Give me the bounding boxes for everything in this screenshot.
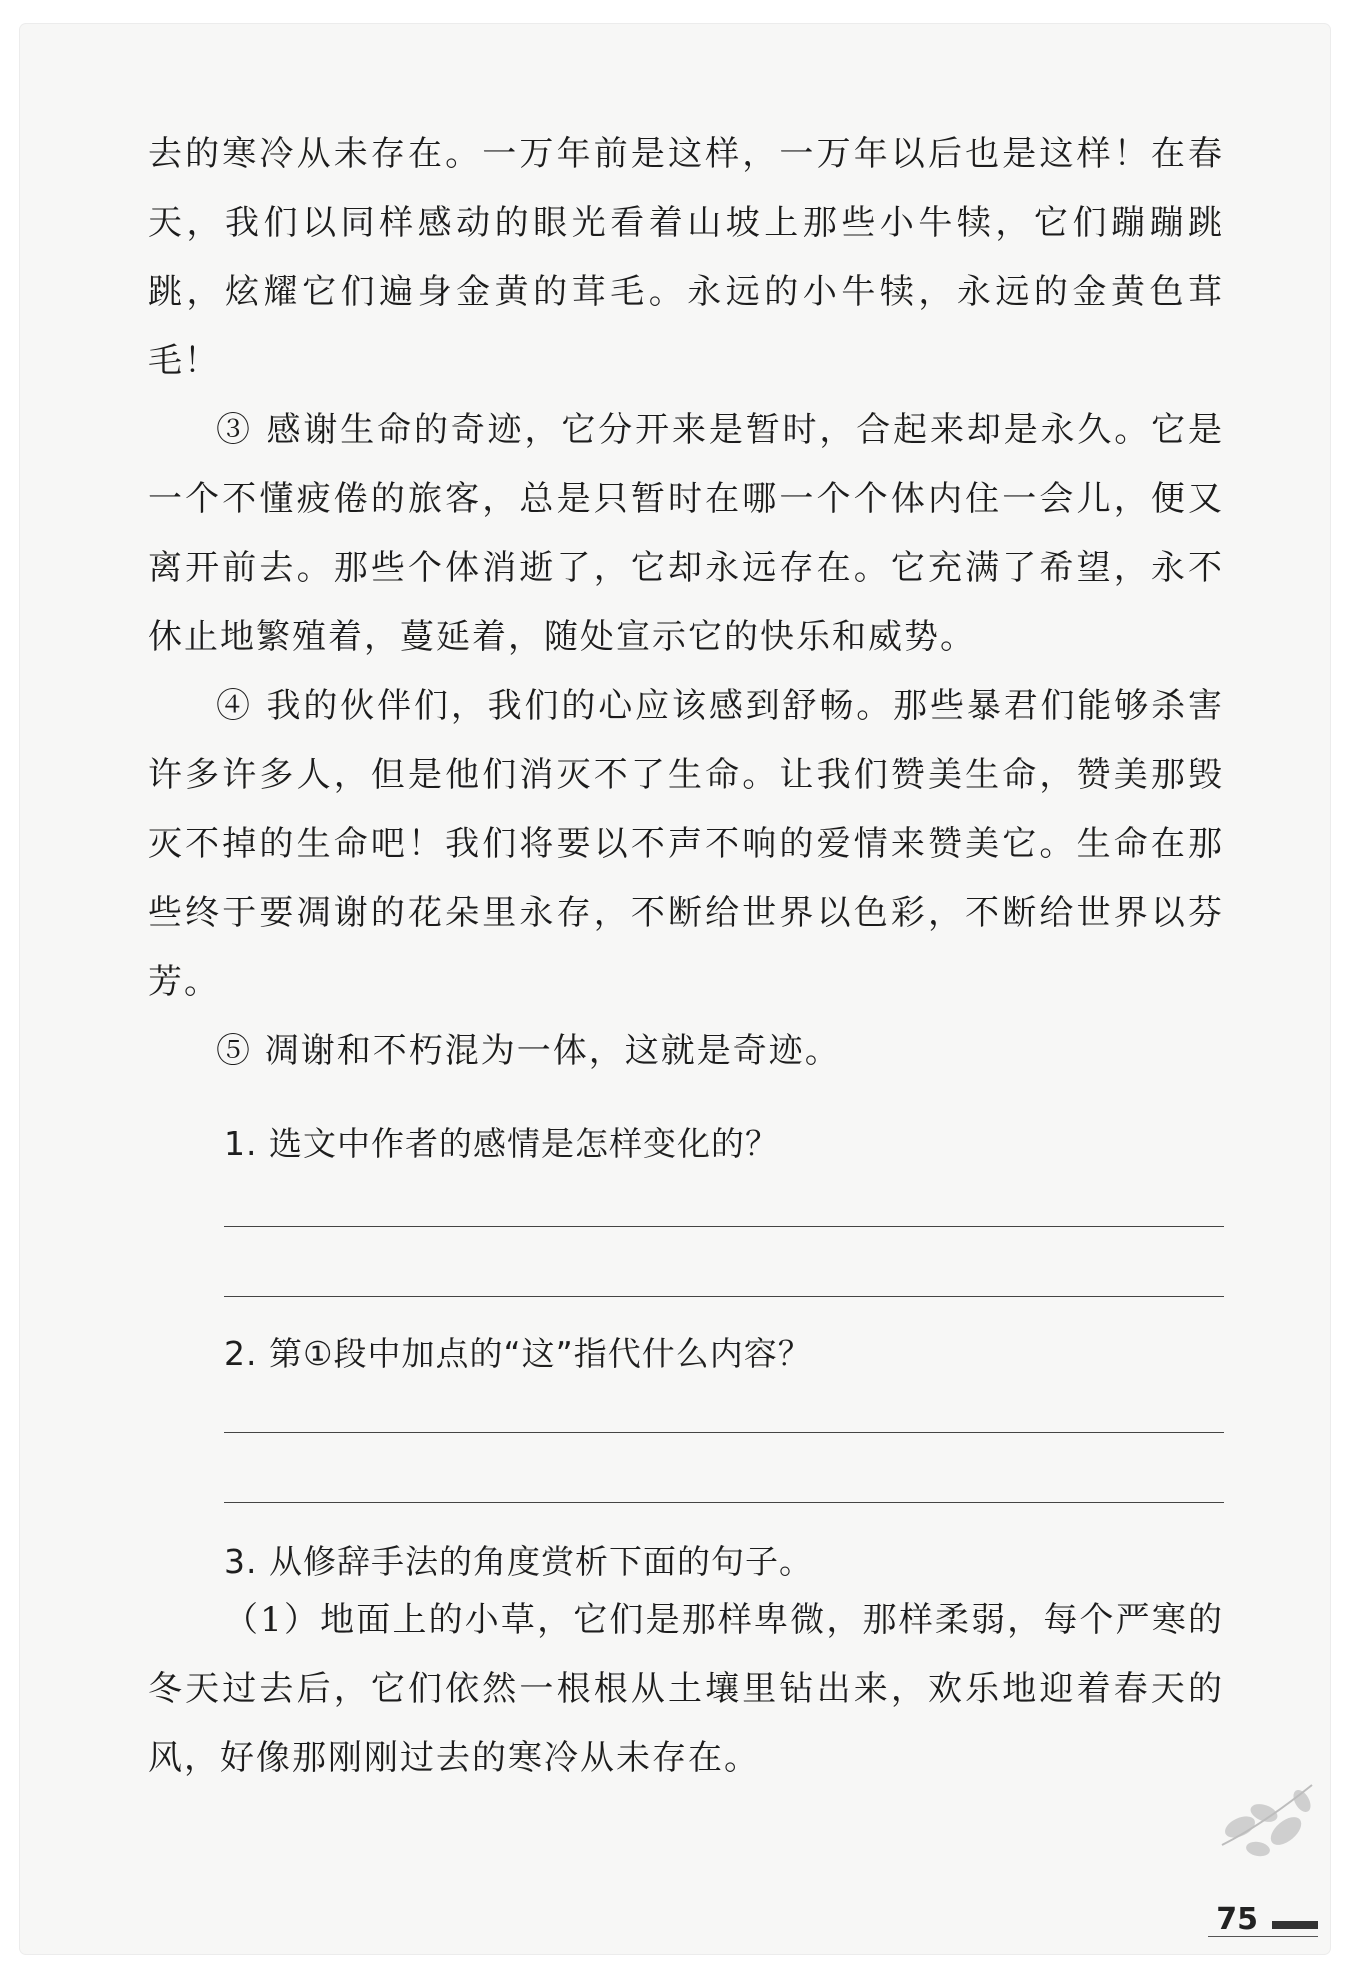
reading-passage [148, 120, 1224, 1086]
answer-line-q1-b[interactable] [224, 1296, 1224, 1297]
question-3: 3. 从修辞手法的角度赏析下面的句子。 [224, 1542, 813, 1581]
question-1: 1. 选文中作者的感情是怎样变化的？ [224, 1124, 779, 1163]
answer-line-q2-b[interactable] [224, 1502, 1224, 1503]
passage-paragraph-continuation: 去的寒冷从未存在。一万年前是这样，一万年以后也是这样！在春天，我们以同样感动的眼光看着山坡上那些小牛犊，它们蹦蹦跳跳，炫耀它们遍身金黄的茸毛。永远的小牛犊，永远的金黄色茸毛！ [148, 134, 1224, 381]
passage-paragraph-5: ⑤ 凋谢和不朽混为一体，这就是奇迹。 [216, 1031, 841, 1071]
answer-line-q2-a[interactable] [224, 1432, 1224, 1433]
answer-line-q1-a[interactable] [224, 1226, 1224, 1227]
page-number: 75 [1216, 1902, 1258, 1937]
question-3-item-1: （1）地面上的小草，它们是那样卑微，那样柔弱，每个严寒的冬天过去后，它们依然一根根从土壤里钻出来，欢乐地迎着春天的风，好像那刚刚过去的寒冷从未存在。 [148, 1600, 1224, 1778]
leaf-sprig-icon [1202, 1765, 1322, 1885]
question-2: 2. 第①段中加点的“这”指代什么内容？ [224, 1334, 812, 1373]
passage-paragraph-3: ③ 感谢生命的奇迹，它分开来是暂时，合起来却是永久。它是一个不懂疲倦的旅客，总是只暂时在哪一个个体内住一会儿，便又离开前去。那些个体消逝了，它却永远存在。它充满了希望，永不休止地繁殖着，蔓延着，随处宣示它的快乐和威势。 [148, 410, 1224, 657]
page-number-bar [1272, 1921, 1318, 1929]
passage-paragraph-4: ④ 我的伙伴们，我们的心应该感到舒畅。那些暴君们能够杀害许多许多人，但是他们消灭不了生命。让我们赞美生命，赞美那毁灭不掉的生命吧！我们将要以不声不响的爱情来赞美它。生命在那些终于要凋谢的花朵里永存，不断给世界以色彩，不断给世界以芬芳。 [148, 686, 1224, 1002]
